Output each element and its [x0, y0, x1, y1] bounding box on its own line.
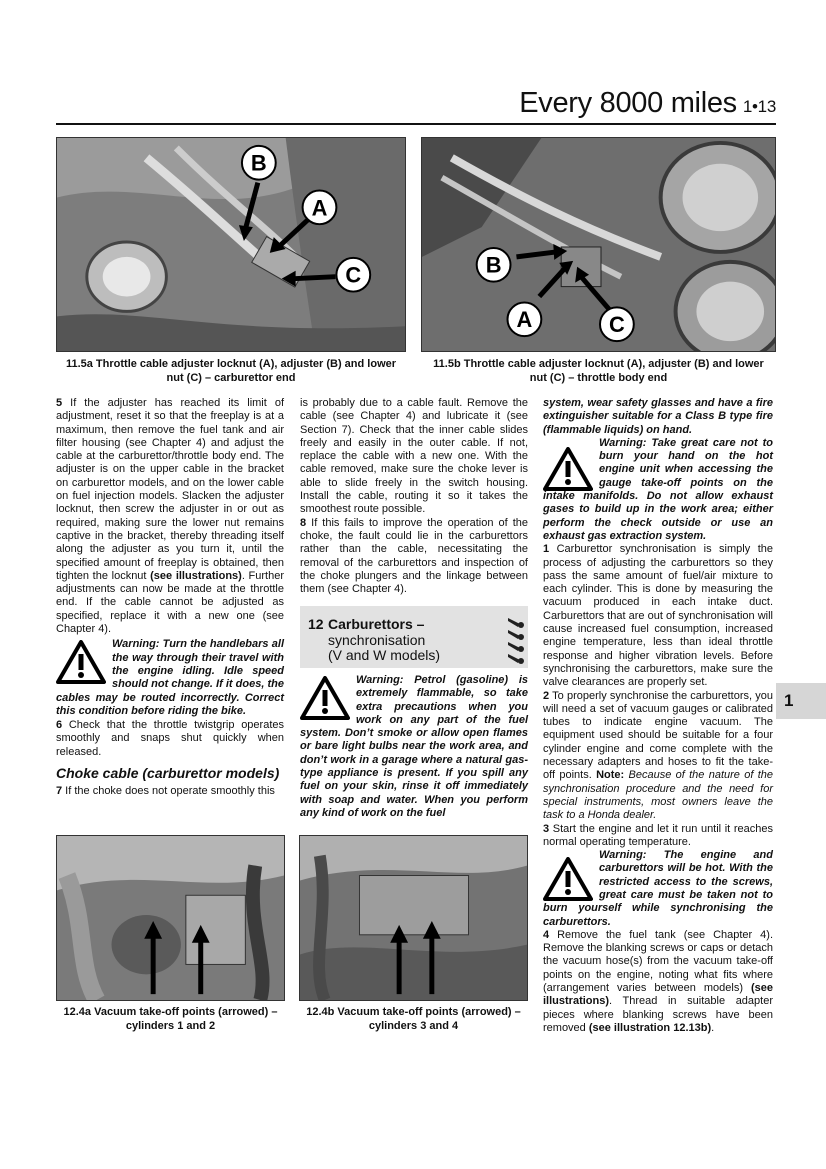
paragraph-text: If the adjuster has reached its limit of adjustment, reset it so that the freeplay is at a maximum, then remove the fuel tank and air filter housing (see Chapter 4) and adjust the cable at the carburettor/throttle body end. The adjuster is on the upper cable in the bracket on carburettor models, and on the lower cable on fuel injection models. Slacken the adjuster locknut, then screw the adjuster in or out as required, making sure the lower nut remains captive in the bracket, thereby threading itself along the adjuster as you turn it, until the specified amount of freeplay is obtained, then tighten the locknut: [56, 397, 284, 582]
paragraph-8: [300, 517, 528, 597]
illustration-ref: (see illustrations): [543, 982, 773, 1008]
warning-triangle-icon: [56, 640, 106, 682]
step-number: 7: [56, 785, 63, 798]
photo-throttle-carburettor-end: [56, 137, 406, 352]
column-2: [300, 397, 528, 596]
step-number: 8: [300, 516, 307, 529]
paragraph-text: If this fails to improve the operation of the choke, the fault could lie in the carburettors rather than the cable, necessitating the removal of the carburettors and inspection of the choke plungers and the linkage between them (see Chapter 4).: [300, 516, 528, 596]
paragraph-text: Carburettor synchronisation is simply the process of adjusting the carburettors so they pass the same amount of fuel/air mixture to each cylinder. This is done by measuring the vacuum produced in each intake duct. Carburettors that are out of synchronisation will cause increased fuel consumption, increased engine temperature, less than ideal throttle response and higher vibration levels. Before synchronising the carburettors, make sure the valve clearances are properly set.: [543, 543, 773, 689]
step-number: 1: [543, 543, 550, 556]
warning-triangle-icon: [543, 447, 593, 489]
caption-115a: [56, 358, 406, 385]
callout-label: A: [311, 195, 328, 221]
illustration-ref: (see illustration 12.13b): [588, 1021, 712, 1034]
step-number: 3: [543, 822, 550, 835]
warning-triangle-icon: [543, 857, 593, 899]
callout-label: B: [250, 150, 267, 176]
page-number: 1•13: [742, 97, 776, 116]
caption-line: nut (C) – throttle body end: [529, 371, 668, 384]
warning-triangle-icon: [300, 676, 350, 718]
section-subtitle: (V and W models): [328, 647, 441, 663]
step-number: 6: [56, 719, 63, 732]
paragraph-6: [56, 719, 284, 759]
column-2-warning: [300, 674, 528, 820]
chapter-tab: 1: [776, 683, 826, 719]
paragraph-1: [543, 543, 773, 689]
caption-line: 11.5b Throttle cable adjuster locknut (A), adjuster (B) and lower: [433, 358, 764, 370]
paragraph-text: .: [711, 1021, 715, 1034]
spanner-rating-icon: [506, 614, 524, 664]
step-number: 2: [543, 689, 550, 702]
step-number: 4: [543, 928, 550, 941]
column-1: [56, 397, 284, 798]
header-title: Every 8000 miles: [519, 87, 737, 119]
paragraph-5: [56, 397, 284, 636]
note-text: Because of the nature of the synchronisation procedure and the need for special instruments, most owners leave the task to a Honda dealer.: [543, 769, 773, 822]
caption-line: cylinders 3 and 4: [368, 1019, 459, 1032]
caption-line: 12.4a Vacuum take-off points (arrowed) –: [63, 1006, 278, 1018]
paragraph-text: To properly synchronise the carburettors, you will need a set of vacuum gauges or calibrated tubes to indicate engine vacuum. The equipment used should be suitable for a four cylinder engine and come complete with the necessary adapters and hoses to fit the take-off points.: [543, 689, 773, 782]
callout-label: A: [516, 307, 533, 333]
callout-label: B: [485, 252, 502, 278]
warning-text: Warning: Turn the handlebars all the way through their travel with the engine idling. Idle speed should not change. If it does, the cables may be routed incorrectly. Correct this condition before riding the bike.: [56, 638, 284, 717]
callout-label: C: [608, 312, 625, 338]
warning-block: [543, 849, 773, 929]
photo-vacuum-cyl-1-2: [56, 835, 285, 1001]
subheading: Choke cable (carburettor models): [56, 765, 280, 782]
caption-line: 11.5a Throttle cable adjuster locknut (A), adjuster (B) and lower: [65, 358, 397, 370]
caption-line: nut (C) – carburettor end: [166, 371, 296, 384]
illustration-ref: (see illustrations): [150, 569, 242, 582]
caption-124b: [299, 1006, 528, 1033]
caption-line: 12.4b Vacuum take-off points (arrowed) –: [306, 1006, 521, 1018]
warning-block: [56, 638, 284, 718]
warning-block: [543, 437, 773, 543]
caption-124a: [56, 1006, 285, 1033]
section-number: 12: [308, 616, 324, 632]
section-heading-box: [300, 606, 528, 668]
warning-text: Warning: Petrol (gasoline) is extremely flammable, so take extra precautions when you work on any part of the fuel system. Don’t smoke or allow open flames or bare light bulbs near the work area, and don’t work in a garage where a natural gas-type appliance is present. If you spill any fuel on your skin, rinse it off immediately with soap and water. When you perform any kind of work on the fuel: [300, 674, 528, 819]
photo-throttle-body-end: [421, 137, 776, 352]
warning-block: [300, 674, 528, 820]
photo-vacuum-cyl-3-4: [299, 835, 528, 1001]
column-3: [543, 397, 773, 1035]
header-rule: [56, 123, 776, 125]
warning-text: Warning: The engine and carburettors will be hot. With the restricted access to the screws, great care must be taken not to burn yourself while synchronising the carburettors.: [543, 849, 773, 928]
caption-115b: [421, 358, 776, 385]
page-header: [500, 86, 776, 124]
paragraph-7-continued: is probably due to a cable fault. Remove the cable (see Chapter 4) and lubricate it (see Section 7). Check that the inner cable slides freely and easily in the outer cable. If not, replace the cable with a new one. With the cable removed, make sure the choke lever is able to slide freely in the switch housing. Install the cable, routing it so it takes the smoothest route possible.: [300, 397, 528, 516]
paragraph-3: [543, 823, 773, 850]
step-number: 5: [56, 397, 63, 409]
warning-text: Warning: Take great care not to burn your hand on the hot engine unit when accessing the gauge take-off points on the intake manifolds. Do not allow exhaust gases to build up in the work area; either perform the check outside or use an exhaust gas extraction system.: [543, 436, 773, 542]
paragraph-4: [543, 929, 773, 1035]
paragraph-2: [543, 690, 773, 823]
paragraph-text: Remove the fuel tank (see Chapter 4). Remove the blanking screws or caps or detach the vacuum hose(s) from the vacuum take-off points on the engine, noting what fits where (arrangement varies between models): [543, 928, 773, 995]
section-title: Carburettors –: [328, 616, 425, 632]
section-subtitle: synchronisation: [328, 632, 426, 648]
paragraph-text: Check that the throttle twistgrip operates smoothly and snaps shut quickly when released.: [56, 719, 284, 758]
caption-line: cylinders 1 and 2: [125, 1019, 216, 1032]
paragraph-text: . Thread in suitable adapter pieces where blanking screws have been removed: [543, 995, 773, 1034]
paragraph-text: . Further adjustments can now be made at the throttle end. If the cable cannot be adjusted as specified, replace it with a new one (see Chapter 4).: [56, 569, 284, 636]
note-label: Note:: [596, 769, 625, 782]
callout-label: C: [345, 262, 362, 288]
warning-text-continued: system, wear safety glasses and have a fire extinguisher suitable for a Class B type fire (flammable liquids) on hand.: [543, 397, 773, 436]
paragraph-text: If the choke does not operate smoothly this: [62, 785, 275, 798]
paragraph-7: [56, 785, 284, 798]
paragraph-text: Start the engine and let it run until it reaches normal operating temperature.: [543, 822, 773, 848]
